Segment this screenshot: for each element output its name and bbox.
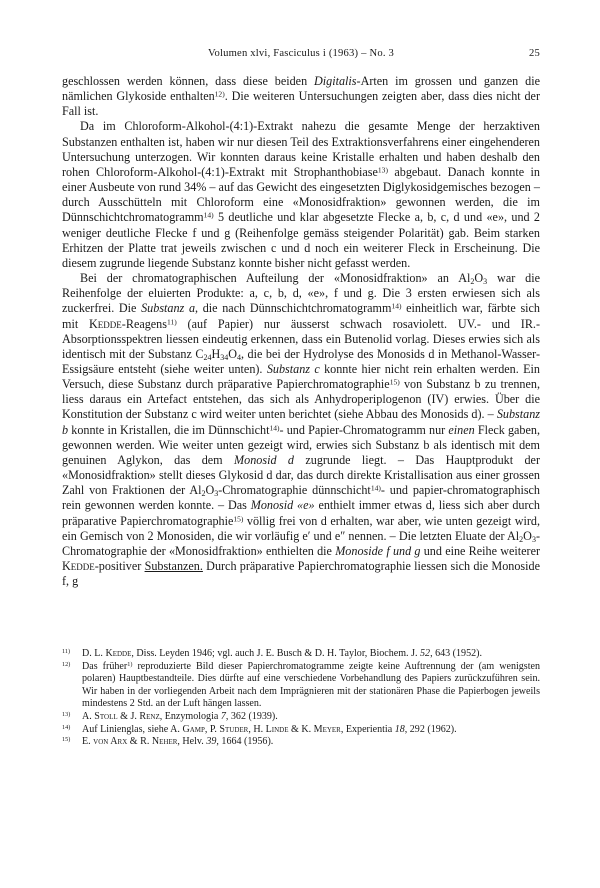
text-run: 5 deutliche und klar abgesetzte Flecke a, b, c, d und «e», und 2 weniger deutliche Flecke f und g (Reihenfolge gemäss steigender Polarität) gab. Beim starken Erhitzen der Platte trat jeweils zwischen c und d noch ein weiterer Fleck in Erscheinung. Die diesem zugrunde liegende Substanz konnte bisher nicht gefasst werden. <box>62 210 540 270</box>
text-run: , H. <box>248 723 266 735</box>
footnote <box>62 661 540 711</box>
text-run: , die nach Dünnschichtchromatogramm <box>195 301 392 316</box>
text-run: konnte hier nicht rein erhalten werden. Ein Versuch, diese Substanz durch präparative Papierchromatographie <box>62 361 540 392</box>
text-run: O <box>205 483 215 498</box>
text-run: , 362 (1939). <box>225 710 278 722</box>
paragraph <box>62 119 540 271</box>
text-run: 39 <box>206 736 217 748</box>
text-run: Substanzen. <box>144 559 203 573</box>
text-run: O <box>523 528 532 543</box>
text-run: A. <box>82 710 95 722</box>
text-run: Neher <box>151 736 178 748</box>
text-run: zugrunde liegt. – Das Hauptprodukt der «Monosidfraktion» stellt dieses Glykosid d dar, das durch direkte Kristallisation aus einer grossen Zahl von Fraktionen der Al <box>62 452 540 498</box>
text-run: Kedde <box>105 648 132 659</box>
text-run: & J. <box>117 710 140 722</box>
text-run: , Helv. <box>177 736 207 748</box>
footnote-number: 15) <box>62 736 71 744</box>
text-run: 7 <box>220 710 226 722</box>
text-run: H <box>211 346 221 361</box>
text-run: (auf Papier) nur äusserst schwach rosaviolett. UV.- und IR.-Absorptionsspektren liessen eindeutig erkennen, dass ein Butenolid vorlag. Dieses erwies sich als identisch mit der Substanz C <box>62 316 540 361</box>
text-run: konnte in Kristallen, die im Dünnschicht <box>68 422 270 437</box>
subscript: 4 <box>237 352 242 362</box>
text-run: abgebaut. Danach konnte in einer Ausbeute von rund 34% – auf das Gewicht des eingesetzten Diglykosidgemisches bezogen – durch Ausschütteln mit Chloroform eine «Monosidfraktion» gewonnen werden, die im Dünnschichtchromatogramm <box>62 164 540 225</box>
text-run: - und papier-chromatographisch rein gewonnen werden konnte. – Das <box>62 483 540 513</box>
text-run: -Chromatographie der «Monosidfraktion» enthielten die <box>62 528 540 558</box>
text-run: Das früher <box>82 660 128 672</box>
footnote-text <box>82 661 540 711</box>
text-run: von Arx <box>93 736 128 748</box>
text-run: & K. <box>288 723 314 735</box>
footnote <box>62 724 540 737</box>
text-run: 52 <box>420 648 431 659</box>
text-run: einen <box>448 422 475 437</box>
text-run: E. <box>82 736 94 748</box>
text-run: Linde <box>265 723 289 735</box>
text-run: Stoll <box>94 710 118 722</box>
footnote-number-cell <box>62 736 82 749</box>
text-run: Monoside f und g <box>335 543 421 558</box>
text-run: O <box>474 271 484 286</box>
text-run: D. L. <box>82 648 106 659</box>
text-run: Kedde <box>89 316 122 331</box>
reference-marker: 13) <box>377 165 388 175</box>
footnote <box>62 711 540 724</box>
footnote <box>62 648 540 661</box>
subscript: 34 <box>220 352 229 362</box>
text-run: , Enzymologia <box>159 710 221 722</box>
footnote-number: 12) <box>62 660 71 668</box>
footnote-number: 11) <box>62 648 71 656</box>
text-run: , 643 (1952). <box>430 648 482 659</box>
text-run: war die Reihenfolge der eluierten Produkte: a, c, b, d, «e», f und g. Die 3 ersten erwiesen sich als zuckerfrei. Die <box>62 271 540 316</box>
reference-marker: 11) <box>166 317 177 327</box>
text-run: völlig frei von d erhalten, war aber, wie unten gezeigt wird, ein Gemisch von 2 Monosiden, die wir vorläufig e′ und e″ nennen. – Die letzten Eluate der Al <box>62 513 540 543</box>
footnote <box>62 736 540 749</box>
text-run: Meyer <box>313 723 341 735</box>
running-title: Volumen xlvi, Fasciculus i (1963) – No. 3 <box>207 48 395 59</box>
reference-marker: 12) <box>214 89 225 99</box>
text-run: -Arten im grossen und ganzen die nämlichen Glykoside enthalten <box>62 74 540 104</box>
text-run: Monosid d <box>234 452 294 467</box>
text-run: , 1664 (1956). <box>216 736 274 748</box>
text-run: . Die weiteren Untersuchungen zeigten aber, dass dies nicht der Fall ist. <box>62 89 540 119</box>
subscript: 3 <box>531 534 536 544</box>
running-header <box>62 48 540 66</box>
text-run: -Reagens <box>121 316 167 331</box>
text-run: Bei der chromatographischen Aufteilung der «Monosidfraktion» an Al <box>80 271 471 286</box>
text-run: -positiver <box>94 559 145 573</box>
footnote-number-cell <box>62 711 82 724</box>
text-run: , 292 (1962). <box>404 723 457 735</box>
reference-marker: 14) <box>203 211 214 221</box>
text-run: O <box>228 346 238 361</box>
footnote-number-cell <box>62 648 82 661</box>
text-run: & R. <box>127 736 152 748</box>
subscript: 2 <box>201 489 206 499</box>
text-run: Auf Linienglas, siehe A. <box>82 723 183 735</box>
footnote-text <box>82 736 540 749</box>
text-run: enthielt immer etwas d, liess sich aber durch präparative Papierchromatographie <box>62 498 540 528</box>
footnote-number: 14) <box>62 723 71 731</box>
body-text <box>62 74 540 589</box>
text-run: Da im Chloroform-Alkohol-(4:1)-Extrakt nahezu die gesamte Menge der herzaktiven Substanzen enthalten ist, haben wir nur diesen Teil des Extraktionsverfahrens einer eingehenderen Untersuchung unterzogen. Wir konnten daraus keine Kristalle erhalten und haben deshalb den rohen Chloroform-Alkohol-(4:1)-Extrakt mit Strophanthobiase <box>62 119 540 179</box>
subscript: 2 <box>470 277 475 287</box>
footnote-text <box>82 724 540 737</box>
text-run: Renz <box>139 710 160 722</box>
footnote-text <box>82 711 540 724</box>
footnotes <box>62 648 540 749</box>
text-run: -Chromatographie dünnschicht <box>218 483 371 498</box>
text-run: Fleck gaben, gewonnen werden. Wie weiter unten gezeigt wird, erwies sich Substanz b als identisch mit dem genuinen Aglykon, das dem <box>62 422 540 467</box>
text-run: , die bei der Hydrolyse des Monosids d in Methanol-Wasser-Essigsäure entsteht (siehe weiter unten). <box>62 346 540 376</box>
reference-marker: 14) <box>370 483 381 493</box>
reference-marker: 15) <box>233 514 244 524</box>
paragraph <box>62 271 540 589</box>
reference-marker: 15) <box>389 377 400 387</box>
text-run: 18 <box>394 723 405 735</box>
text-run: , Diss. Leyden 1946; vgl. auch J. E. Busch & D. H. Taylor, Biochem. J. <box>131 648 421 659</box>
subscript: 3 <box>214 489 219 499</box>
reference-marker: 1) <box>127 660 133 668</box>
text-run: und eine Reihe weiterer <box>420 543 541 558</box>
page <box>62 48 540 589</box>
text-run: Digitalis <box>314 74 357 88</box>
text-run: Monosid «e» <box>250 498 315 513</box>
subscript: 2 <box>519 534 524 544</box>
reference-marker: 14) <box>269 423 280 433</box>
footnote-number-cell <box>62 661 82 711</box>
text-run: Kedde <box>62 559 95 573</box>
text-run: von Substanz b zu trennen, liess daraus ein Artefact entstehen, das sich als Anhydroperiplogenon (IV) erwies. Über die Konstitution der Substanz c wird weiter unten berichtet (siehe Abbau des Monosids d). – <box>62 377 540 422</box>
text-run: Gamp <box>182 723 205 735</box>
text-run: - und Papier-Chromatogramm nur <box>279 422 449 437</box>
footnote-number-cell <box>62 724 82 737</box>
text-run: Substanz c <box>266 361 320 376</box>
text-run: einheitlich war, färbte sich mit <box>62 301 540 331</box>
text-run: Substanz a <box>141 301 196 316</box>
reference-marker: 14) <box>391 301 402 311</box>
text-run: , P. <box>204 723 220 735</box>
footnote-number: 13) <box>62 711 71 719</box>
text-run: Durch präparative Papierchromatographie liessen sich die Monoside f, g <box>62 559 540 589</box>
footnote-text <box>82 648 540 661</box>
text-run: reproduzierte Bild dieser Papierchromatogramme zeigte keine Auftrennung der (am wenigsten polaren) Hauptbestandteile. Dies dürfte auf eine verschiedene Vorbehandlung des Papiers zurückzuführen sein. Wir haben in der vorliegenden Arbeit nach dem Imprägnieren mit der stationären Phase die Papierbogen jeweils mindestens 2 Std. an der Luft hängen lassen. <box>82 660 540 710</box>
text-run: Substanz b <box>62 407 540 437</box>
text-run: geschlossen werden können, dass diese beiden <box>62 74 315 88</box>
subscript: 3 <box>483 277 488 287</box>
subscript: 24 <box>203 352 212 362</box>
page-number: 25 <box>529 48 540 59</box>
paragraph <box>62 74 540 119</box>
text-run: , Experientia <box>340 723 395 735</box>
text-run: Studer <box>219 723 249 735</box>
